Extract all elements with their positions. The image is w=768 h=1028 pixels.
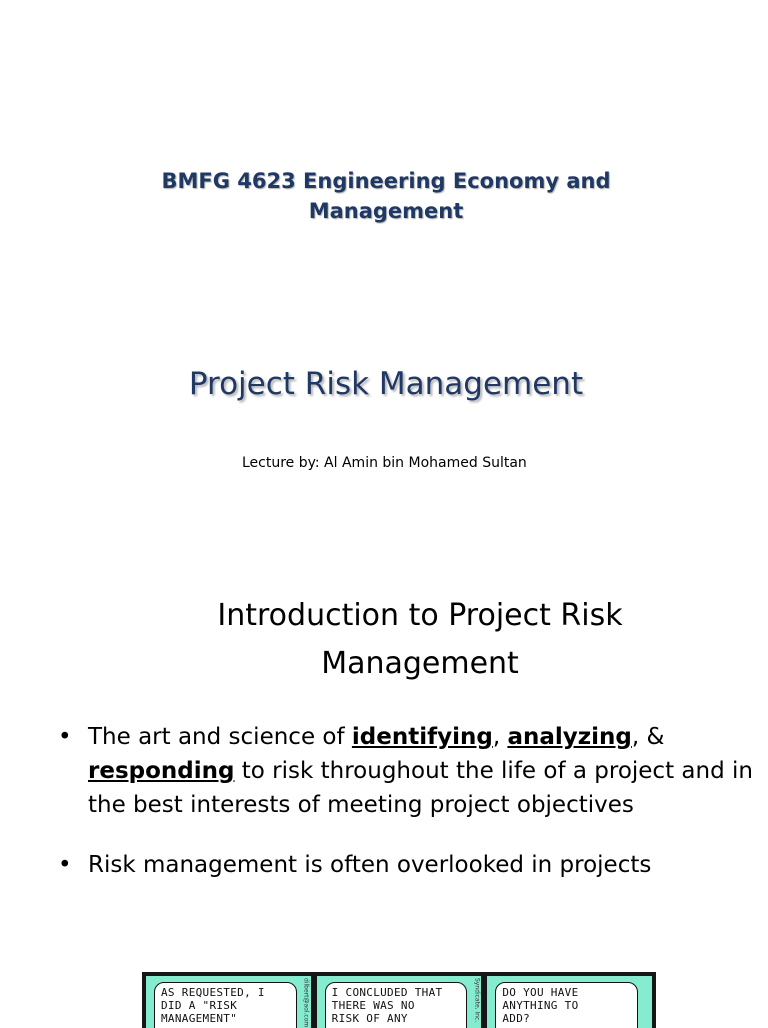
course-title-line-1: BMFG 4623 Engineering Economy and (161, 169, 611, 193)
slide-heading (120, 592, 720, 688)
speech-balloon (154, 982, 297, 1028)
bullet-overlooked (58, 848, 764, 882)
keyword-identifying: identifying (351, 724, 493, 750)
balloon-line: ANYTHING TO (502, 999, 579, 1012)
balloon-line: DID A "RISK (161, 999, 238, 1012)
comic-panel-1 (146, 976, 311, 1028)
bullet-text-part: , & (631, 724, 665, 750)
slide-heading-line-1: Introduction to Project Risk (217, 598, 623, 633)
speech-balloon (325, 982, 468, 1028)
balloon-line: THERE WAS NO (331, 999, 415, 1012)
lecturer-credit: Lecture by: Al Amin bin Mohamed Sultan (242, 455, 527, 471)
keyword-responding: responding (88, 758, 235, 784)
balloon-line: ADD? (502, 1012, 531, 1025)
bullet-text-part: , (492, 724, 508, 750)
balloon-line: DO YOU HAVE (502, 986, 579, 999)
bullet-text-part: to risk throughout the life of a project and in the best interests of meeting project objectives (88, 758, 753, 818)
balloon-line: MANAGEMENT" (161, 1012, 238, 1025)
course-title (0, 166, 768, 226)
comic-credit: dilbert@aol.com (302, 978, 310, 1028)
presentation-title: Project Risk Management (188, 366, 584, 402)
intro-slide (0, 576, 768, 1028)
balloon-line: I CONCLUDED THAT (331, 986, 443, 999)
balloon-line: AS REQUESTED, I (161, 986, 265, 999)
keyword-analyzing: analyzing (507, 724, 632, 750)
bullet-text: Risk management is often overlooked in projects (88, 852, 652, 878)
speech-balloon (495, 982, 638, 1028)
bullet-text-part: The art and science of (88, 724, 352, 750)
comic-credit: Syndicate, Inc. (473, 978, 481, 1023)
bullet-marker: • (58, 852, 72, 878)
comic-panel-2 (317, 976, 482, 1028)
bullet-marker: • (58, 724, 72, 750)
balloon-line: RISK OF ANY (331, 1012, 408, 1025)
bullet-list (58, 720, 764, 908)
slide-heading-line-2: Management (321, 646, 519, 681)
comic-panel-3 (487, 976, 652, 1028)
course-title-line-2: Management (308, 199, 464, 223)
dilbert-comic-strip (142, 972, 656, 1028)
bullet-definition (58, 720, 764, 822)
